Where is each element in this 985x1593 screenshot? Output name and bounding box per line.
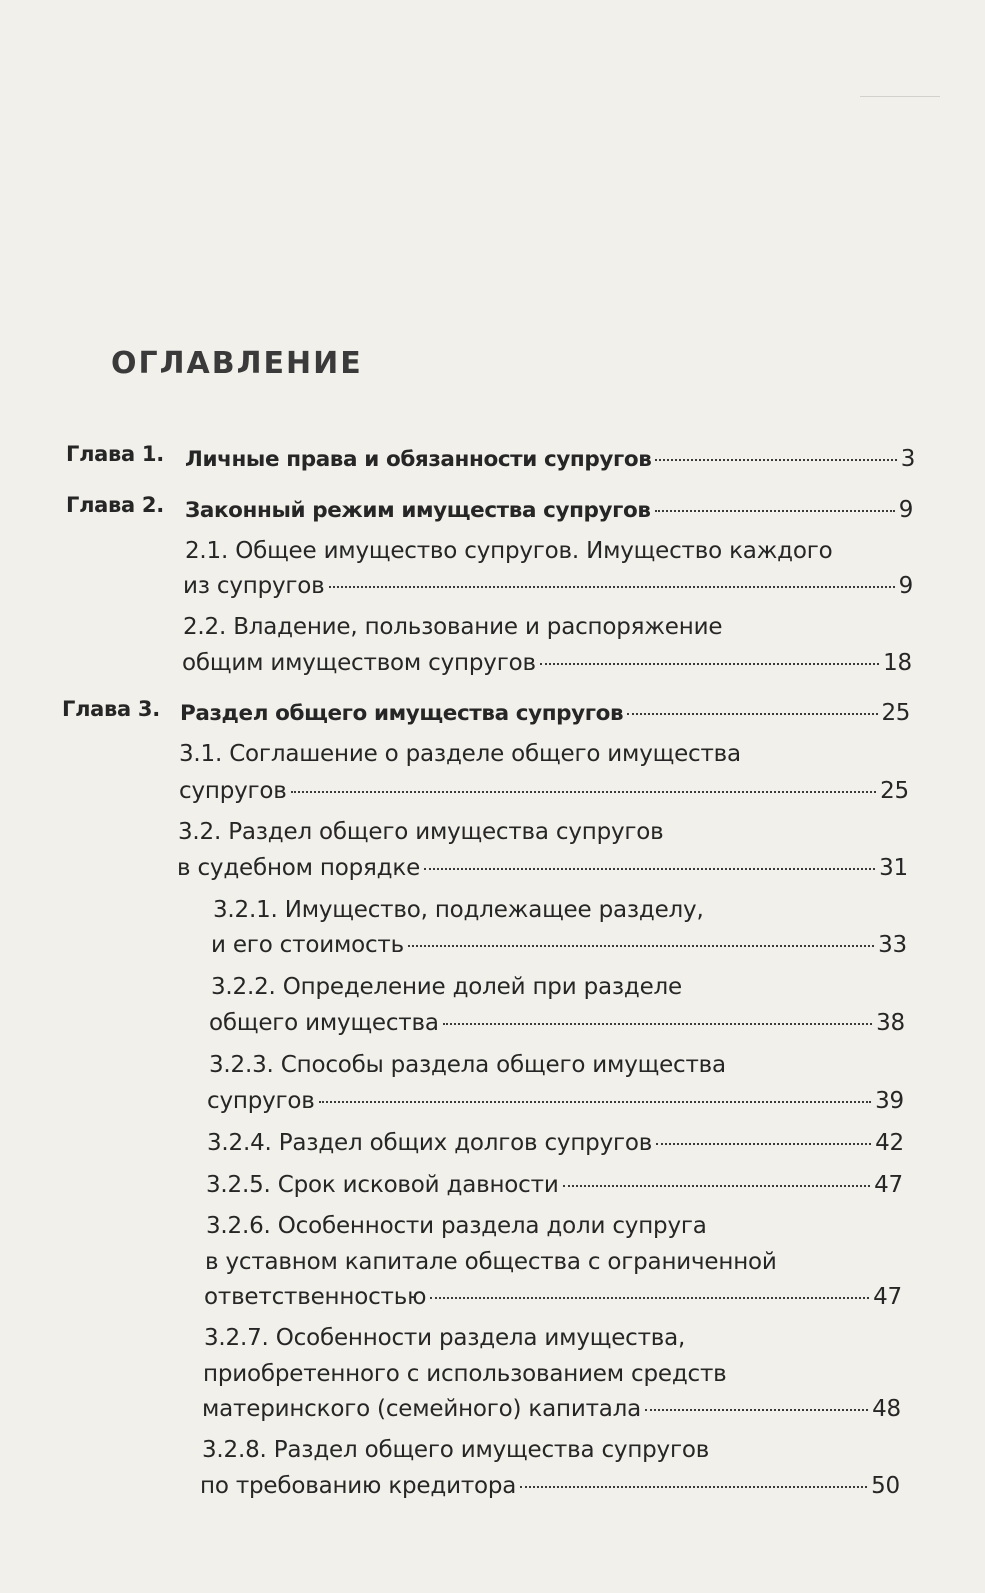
page-number: 42 [875,1130,904,1156]
entry-title-line-1: 3.2.1. Имущество, подлежащее разделу, [213,897,704,923]
toc-line[interactable] [185,497,913,523]
toc-line[interactable] [202,1396,901,1422]
page-number: 3 [900,446,915,472]
page-number: 18 [883,650,912,676]
leader-dots [563,1185,871,1187]
page-number: 9 [898,573,913,599]
entry-title-line-1: 3.1. Соглашение о разделе общего имущества [179,741,741,767]
page-number: 38 [876,1010,905,1036]
leader-dots [655,510,895,512]
leader-dots [319,1101,872,1103]
page-number: 31 [879,855,908,881]
entry-title-line-1: 3.2.6. Особенности раздела доли супруга [206,1213,707,1239]
toc-line[interactable] [207,1130,904,1156]
page-number: 50 [871,1473,900,1499]
toc-line[interactable] [200,1473,900,1499]
entry-title-line-1: 2.1. Общее имущество супругов. Имущество каждого [185,538,833,564]
entry-title-line-1: 3.2. Раздел общего имущества супругов [178,819,664,845]
page-number: 39 [875,1088,904,1114]
leader-dots [408,945,874,947]
leader-dots [627,713,877,715]
chapter-label: Глава 2. [66,493,164,517]
leader-dots [540,663,879,665]
page-number: 33 [878,932,907,958]
toc-line[interactable] [206,1172,903,1198]
chapter-label: Глава 1. [66,442,164,466]
toc-line[interactable] [209,1010,905,1036]
page-number: 9 [898,497,913,523]
page-number: 48 [872,1396,901,1422]
toc-line[interactable] [207,1088,904,1114]
entry-title-line-1: 3.2.2. Определение долей при разделе [211,974,682,1000]
bleed-through-rule [860,96,940,97]
toc-line[interactable] [185,446,915,472]
entry-title: общего имущества [209,1010,439,1036]
entry-title-line-1: 3.2.7. Особенности раздела имущества, [204,1325,686,1351]
chapter-label: Глава 3. [62,697,160,721]
entry-title: материнского (семейного) капитала [202,1396,642,1422]
toc-line[interactable] [204,1284,902,1310]
toc-line[interactable] [211,932,907,958]
page-number: 47 [874,1172,903,1198]
entry-title: и его стоимость [211,932,404,958]
entry-title: супругов [179,778,287,804]
toc-line[interactable] [180,700,910,726]
entry-title-line-1: 2.2. Владение, пользование и распоряжение [183,614,723,640]
leader-dots [329,586,895,588]
entry-title: ответственностью [204,1284,427,1310]
leader-dots [655,459,896,461]
entry-title: супругов [207,1088,315,1114]
entry-title: в судебном порядке [177,855,421,881]
toc-line[interactable] [183,573,913,599]
entry-title: по требованию кредитора [200,1473,517,1499]
entry-title-line-1: 3.2.8. Раздел общего имущества супругов [202,1437,710,1463]
entry-title: общим имуществом супругов [182,650,536,676]
toc-line[interactable] [177,855,908,881]
entry-title: из супругов [183,573,325,599]
leader-dots [443,1023,872,1025]
leader-dots [656,1143,871,1145]
entry-title: Раздел общего имущества супругов [180,701,624,726]
entry-title: Личные права и обязанности супругов [185,447,652,472]
toc-line[interactable] [182,650,912,676]
entry-title-line-2: в уставном капитале общества с ограниченной [205,1249,777,1275]
page-number: 25 [881,700,910,726]
entry-title-line-2: приобретенного с использованием средств [203,1361,727,1387]
entry-title-line-1: 3.2.3. Способы раздела общего имущества [209,1052,726,1078]
page-number: 25 [880,778,909,804]
page-number: 47 [873,1284,902,1310]
leader-dots [424,868,875,870]
leader-dots [520,1486,867,1488]
page-title: ОГЛАВЛЕНИЕ [111,346,363,381]
entry-title: 3.2.4. Раздел общих долгов супругов [207,1130,653,1156]
leader-dots [645,1409,868,1411]
entry-title: 3.2.5. Срок исковой давности [206,1172,559,1198]
leader-dots [430,1297,869,1299]
toc-line[interactable] [179,778,909,804]
leader-dots [291,791,877,793]
entry-title: Законный режим имущества супругов [185,498,651,523]
